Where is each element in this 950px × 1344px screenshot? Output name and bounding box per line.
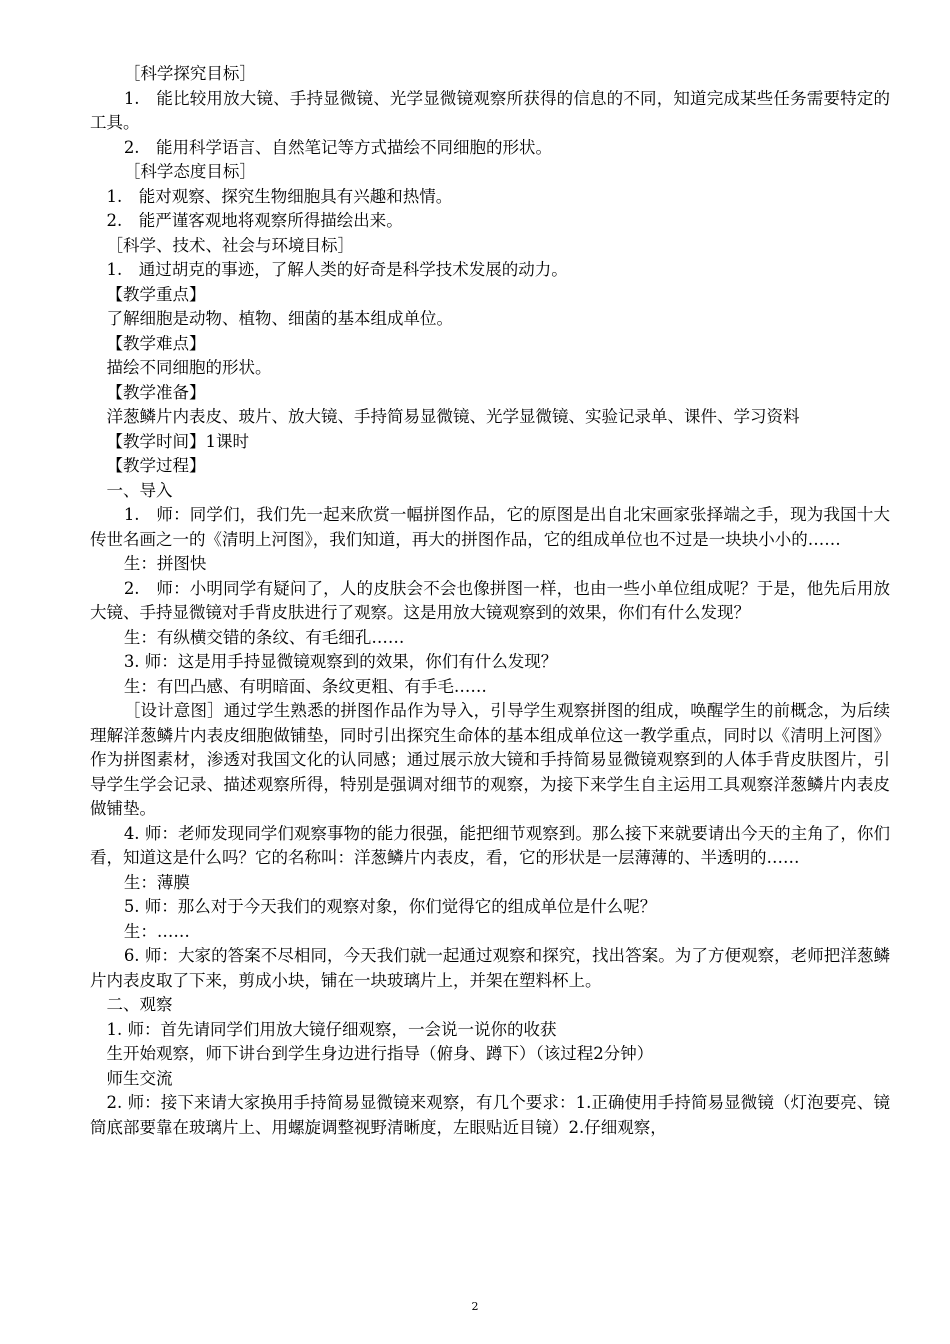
- paragraph: 1. 师：同学们，我们先一起来欣赏一幅拼图作品，它的原图是出自北宋画家张择端之手，现为我国十大传世名画之一的《清明上河图》，我们知道，再大的拼图作品，它的组成单位也不过是一块块小小的……: [90, 505, 890, 549]
- paragraph: 2. 能用科学语言、自然笔记等方式描绘不同细胞的形状。: [123, 137, 553, 157]
- paragraph: 【教学难点】: [106, 333, 206, 353]
- page-number: 2: [471, 1300, 479, 1313]
- paragraph: 1. 能比较用放大镜、手持显微镜、光学显微镜观察所获得的信息的不同，知道完成某些任务需要特定的工具。: [90, 88, 890, 132]
- paragraph: 6. 师：大家的答案不尽相同，今天我们就一起通过观察和探究，找出答案。为了方便观察，老师把洋葱鳞片内表皮取了下来，剪成小块，铺在一块玻璃片上，并架在塑料杯上。: [90, 946, 890, 990]
- paragraph: 【教学准备】: [106, 382, 206, 402]
- paragraph: 1. 能对观察、探究生物细胞具有兴趣和热情。: [106, 186, 453, 206]
- paragraph: 生：薄膜: [123, 872, 190, 892]
- paragraph: ［科学探究目标］: [123, 64, 256, 83]
- paragraph: 了解细胞是动物、植物、细菌的基本组成单位。: [106, 309, 453, 328]
- paragraph: 【教学重点】: [106, 284, 206, 304]
- paragraph: 生：有凹凸感、有明暗面、条纹更粗、有手毛……: [123, 676, 487, 696]
- paragraph: 描绘不同细胞的形状。: [106, 358, 272, 377]
- paragraph: 师生交流: [106, 1068, 173, 1088]
- paragraph: 生：……: [123, 921, 190, 941]
- document-body: [90, 62, 890, 1140]
- paragraph: 【教学过程】: [106, 456, 206, 475]
- paragraph: 【教学时间】1课时: [106, 431, 249, 451]
- paragraph: 洋葱鳞片内表皮、玻片、放大镜、手持简易显微镜、光学显微镜、实验记录单、课件、学习资料: [106, 407, 800, 426]
- paragraph: 2. 师：接下来请大家换用手持简易显微镜来观察，有几个要求：1.正确使用手持简易显微镜（灯泡要亮、镜筒底部要靠在玻璃片上、用螺旋调整视野清晰度，左眼贴近目镜）2.仔细观察，: [90, 1093, 890, 1137]
- paragraph: 生开始观察，师下讲台到学生身边进行指导（俯身、蹲下）（该过程2分钟）: [106, 1044, 654, 1063]
- paragraph: 2. 能严谨客观地将观察所得描绘出来。: [106, 211, 403, 230]
- paragraph: ［设计意图］通过学生熟悉的拼图作品作为导入，引导学生观察拼图的组成，唤醒学生的前概念，为后续理解洋葱鳞片内表皮细胞做铺垫，同时引出探究生命体的基本组成单位这一教学重点，同时以《清明上河图》作为拼图素材，渗透对我国文化的认同感；通过展示放大镜和手持简易显微镜观察到的人体手背皮肤图片，引导学生学会记录、描述观察所得，特别是强调对细节的观察，为接下来学生自主运用工具观察洋葱鳞片内表皮做铺垫。: [90, 701, 890, 818]
- paragraph: 二、观察: [106, 995, 173, 1014]
- paragraph: 1. 通过胡克的事迹，了解人类的好奇是科学技术发展的动力。: [106, 260, 568, 279]
- paragraph: 一、导入: [106, 480, 173, 500]
- paragraph: 5. 师：那么对于今天我们的观察对象，你们觉得它的组成单位是什么呢？: [123, 897, 657, 916]
- paragraph: 生：有纵横交错的条纹、有毛细孔……: [123, 627, 405, 647]
- paragraph: 4. 师：老师发现同学们观察事物的能力很强，能把细节观察到。那么接下来就要请出今天的主角了，你们看，知道这是什么吗？它的名称叫：洋葱鳞片内表皮，看，它的形状是一层薄薄的、半透明的……: [90, 823, 890, 867]
- paragraph: 2. 师：小明同学有疑问了，人的皮肤会不会也像拼图一样，也由一些小单位组成呢？于是，他先后用放大镜、手持显微镜对手背皮肤进行了观察。这是用放大镜观察到的效果，你们有什么发现？: [90, 578, 890, 622]
- paragraph: 生：拼图快: [123, 554, 207, 573]
- paragraph: ［科学、技术、社会与环境目标］: [106, 235, 354, 255]
- paragraph: 1. 师：首先请同学们用放大镜仔细观察，一会说一说你的收获: [106, 1019, 557, 1039]
- paragraph: 3. 师：这是用手持显微镜观察到的效果，你们有什么发现？: [123, 652, 558, 671]
- paragraph: ［科学态度目标］: [123, 162, 256, 181]
